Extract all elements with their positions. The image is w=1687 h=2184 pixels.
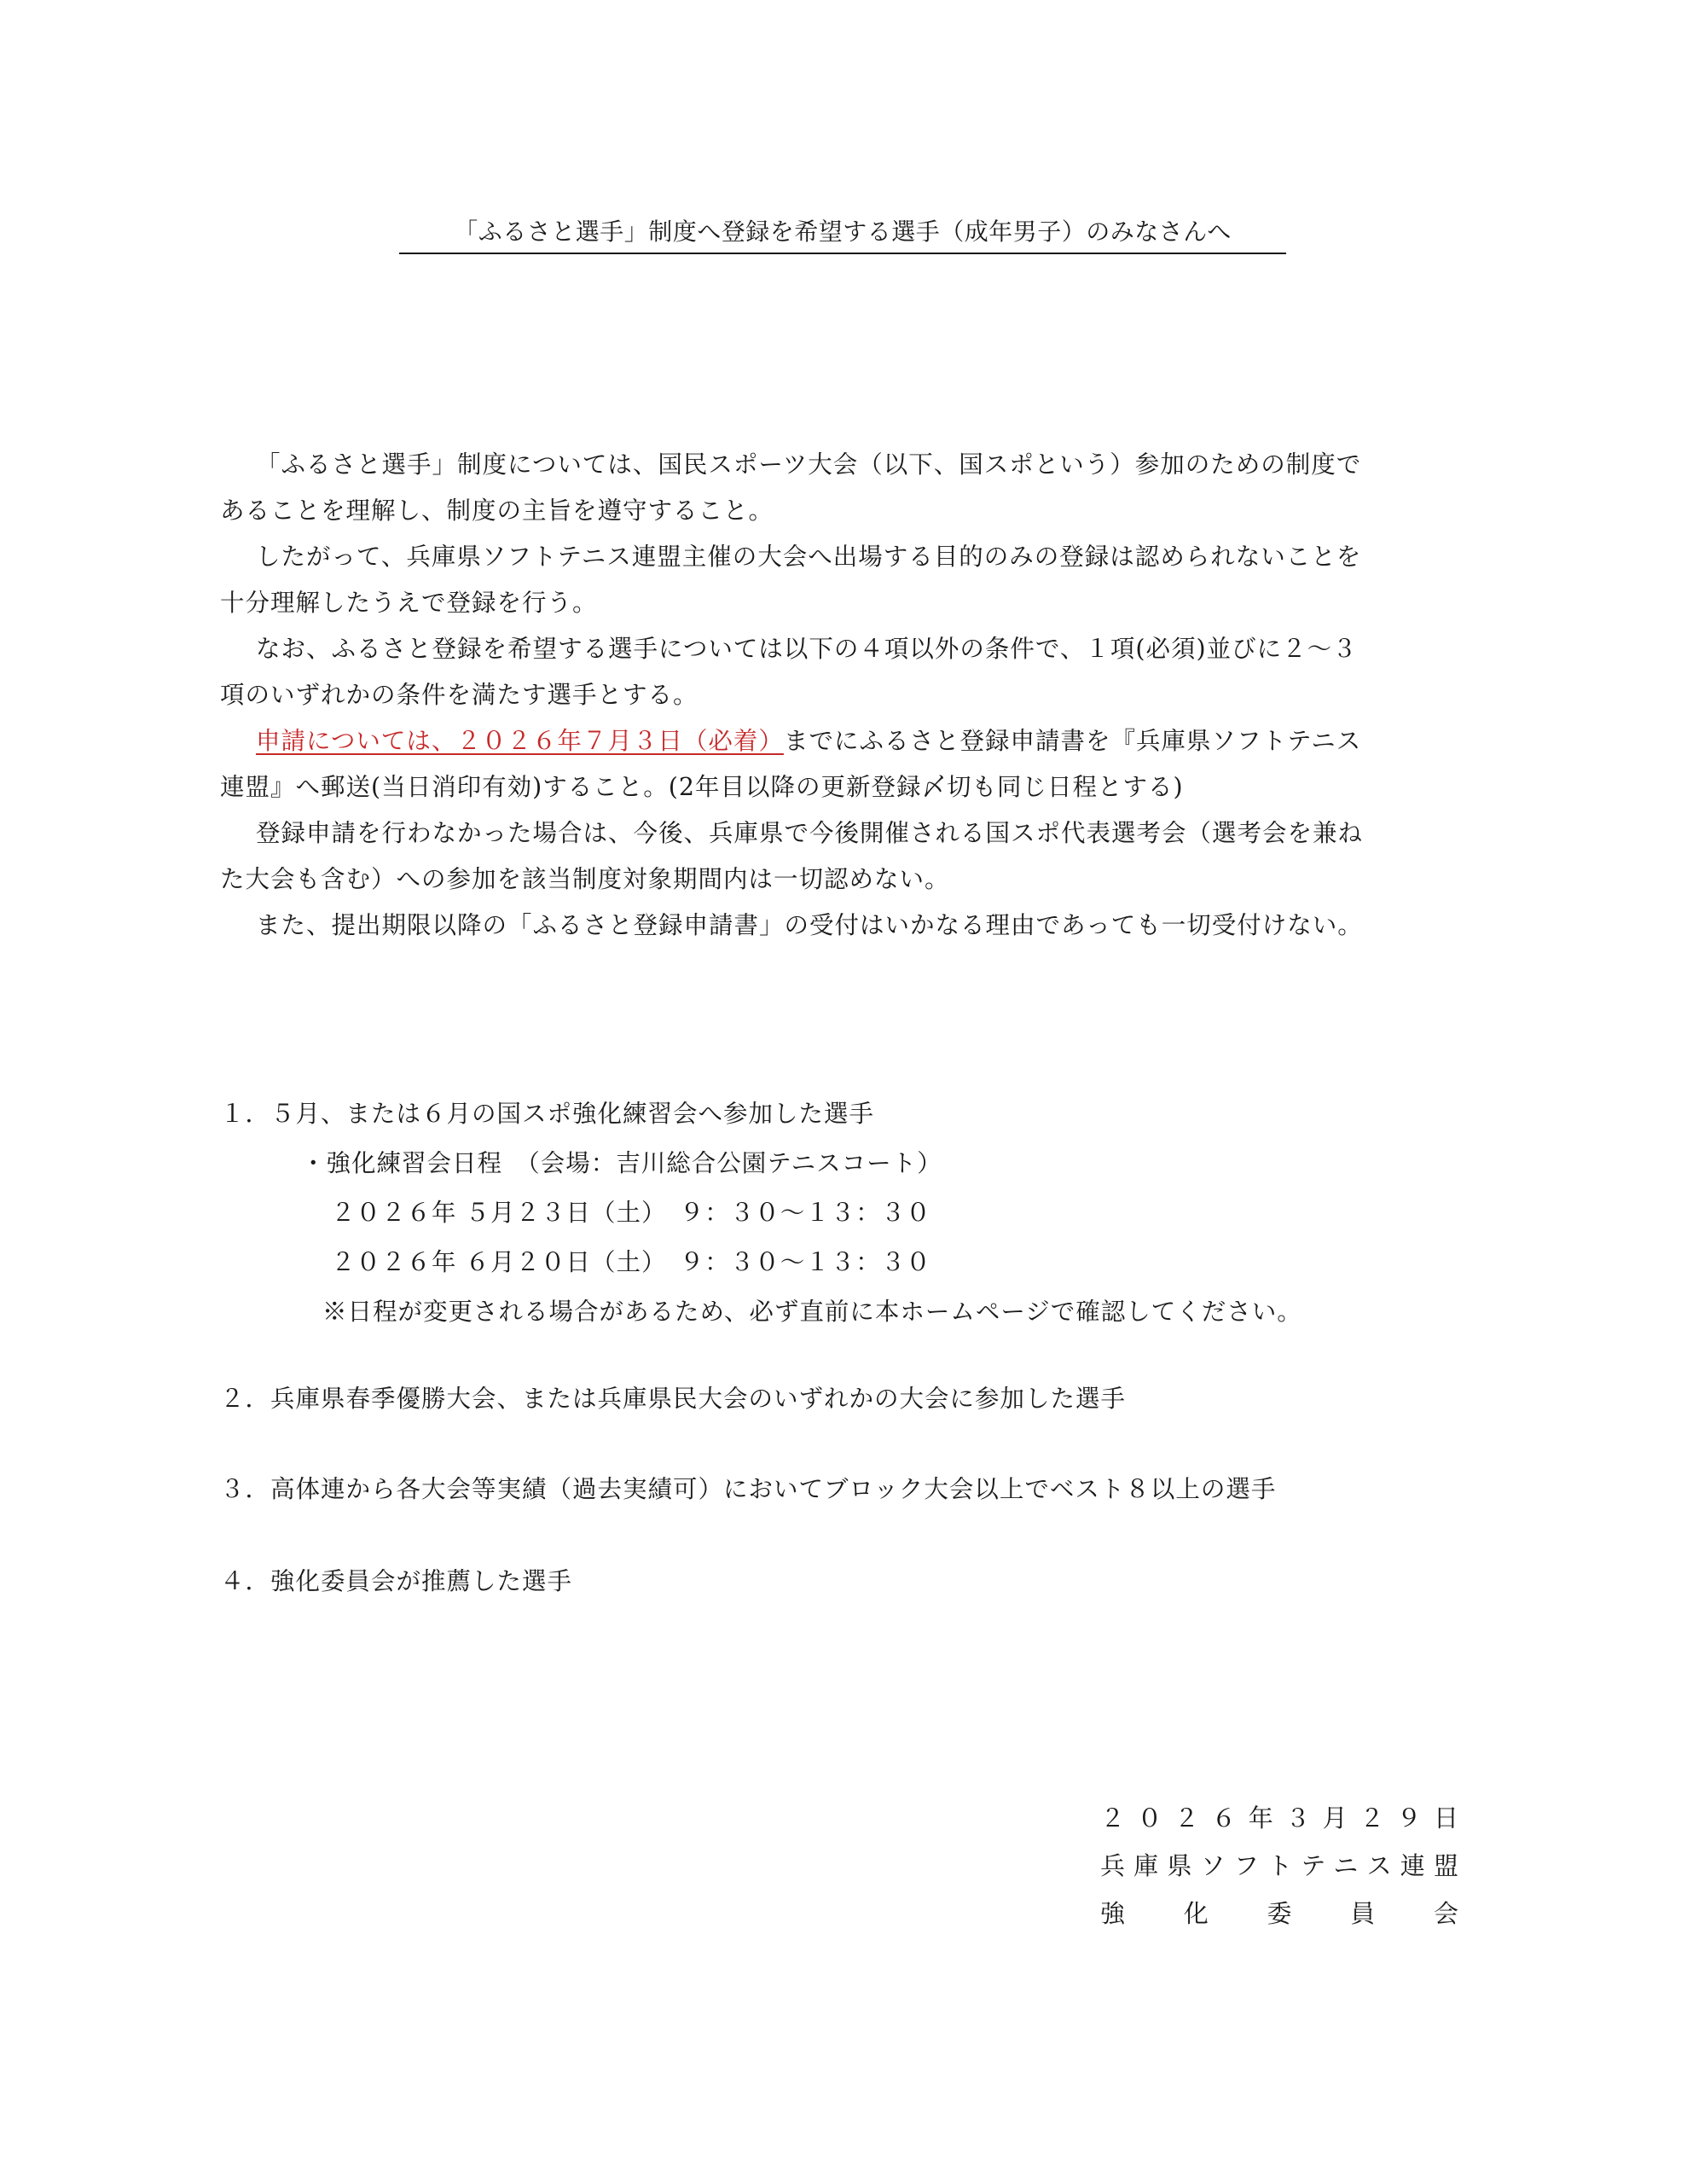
paragraph-2-line-1: したがって、兵庫県ソフトテニス連盟主催の大会へ出場する目的のみの登録は認められないことを [256, 543, 1362, 571]
paragraph-4-line-1 [220, 718, 1457, 764]
schedule-heading: ・強化練習会日程 （会場：吉川総合公園テニスコート） [301, 1149, 942, 1177]
schedule-note: ※日程が変更される場合があるため、必ず直前に本ホームページで確認してください。 [322, 1298, 1302, 1326]
deadline-highlight: 申請については、２０２６年７月３日（必着） [256, 727, 784, 755]
paragraph-5-line-2: た大会も含む）への参加を該当制度対象期間内は一切認めない。 [220, 865, 950, 893]
intro-paragraphs [220, 442, 1457, 949]
schedule-date-2: ２０２６年 ６月２０日（土） ９：３０～１３：３０ [331, 1248, 931, 1276]
paragraph-3-line-2: 項のいずれかの条件を満たす選手とする。 [220, 681, 699, 709]
condition-item-4: ４．強化委員会が推薦した選手 [220, 1567, 573, 1595]
paragraph-1-line-1: 「ふるさと選手」制度については、国民スポーツ大会（以下、国スポという）参加のための制度で [256, 450, 1362, 479]
schedule-date-1: ２０２６年 ５月２３日（土） ９：３０～１３：３０ [331, 1199, 931, 1227]
paragraph-4-line-2: 連盟』へ郵送(当日消印有効)すること。(2年目以降の更新登録〆切も同じ日程とする) [220, 773, 1184, 801]
document-title: 「ふるさと選手」制度へ登録を希望する選手（成年男子）のみなさんへ [399, 215, 1286, 254]
paragraph-1-line-2: あることを理解し、制度の主旨を遵守すること。 [220, 497, 774, 525]
paragraph-2-line-2: 十分理解したうえで登録を行う。 [220, 589, 598, 617]
condition-item-1: １．５月、または６月の国スポ強化練習会へ参加した選手 [220, 1100, 875, 1128]
organization-name: 兵庫県ソフトテニス連盟 [1100, 1851, 1458, 1880]
condition-item-2: ２．兵庫県春季優勝大会、または兵庫県民大会のいずれかの大会に参加した選手 [220, 1385, 1127, 1413]
paragraph-5-line-1: 登録申請を行わなかった場合は、今後、兵庫県で今後開催される国スポ代表選考会（選考会を兼ね [256, 819, 1364, 847]
issue-date: ２０２６年３月２９日 [1100, 1804, 1458, 1833]
condition-item-3: ３．高体連から各大会等実績（過去実績可）においてブロック大会以上でベスト８以上の選手 [220, 1475, 1277, 1503]
committee-name: 強化委員会 [1100, 1899, 1458, 1928]
signature-block [1100, 1794, 1458, 1937]
paragraph-3-line-1: なお、ふるさと登録を希望する選手については以下の４項以外の条件で、１項(必須)並びに２～３ [256, 635, 1358, 663]
paragraph-4-line-1-rest: までにふるさと登録申請書を『兵庫県ソフトテニス [783, 727, 1362, 755]
paragraph-6-line-1: また、提出期限以降の「ふるさと登録申請書」の受付はいかなる理由であっても一切受付けない。 [256, 911, 1363, 939]
